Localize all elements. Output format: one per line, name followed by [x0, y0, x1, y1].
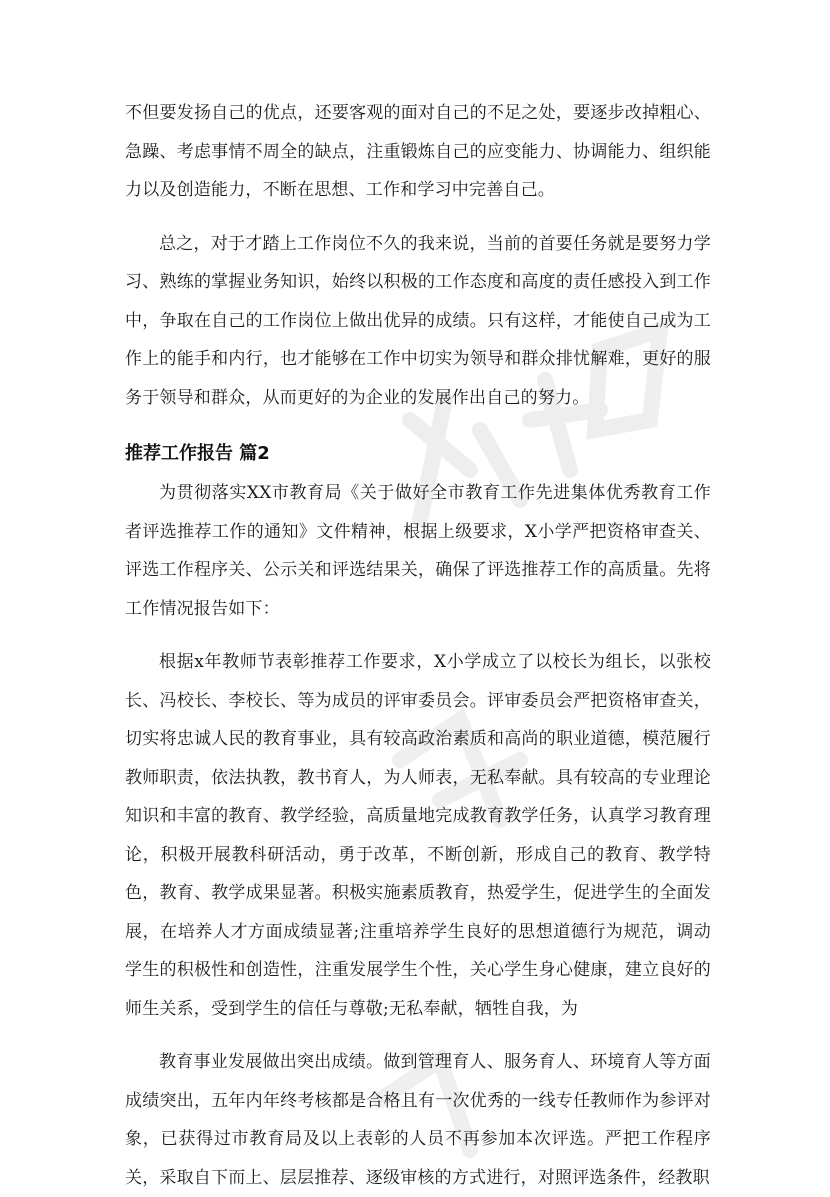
- paragraph-intro: 为贯彻落实XX市教育局《关于做好全市教育工作先进集体优秀教育工作者评选推荐工作的通知》文件精神，根据上级要求，X小学严把资格审查关、评选工作程序关、公示关和评选结果关，确保了评选推荐工作的高质量。先将工作情况报告如下：: [125, 483, 711, 619]
- document-body: [125, 94, 711, 1197]
- paragraph-achievements: 教育事业发展做出突出成绩。做到管理育人、服务育人、环境育人等方面成绩突出，五年内年终考核都是合格且有一次优秀的一线专任教师作为参评对象，已获得过市教育局及以上表彰的人员不再参加本次评选。严把工作程序关，采取自下而上、层层推荐、逐级审核的方式进行，对照评选条件，经教职: [125, 1052, 711, 1188]
- paragraph-committee: 根据x年教师节表彰推荐工作要求，X小学成立了以校长为组长，以张校长、冯校长、李校长、等为成员的评审委员会。评审委员会严把资格审查关，切实将忠诚人民的教育事业，具有较高政治素质和高尚的职业道德，模范履行教师职责，依法执教，教书育人，为人师表，无私奉献。具有较高的专业理论知识和丰富的教育、教学经验，高质量地完成教育教学任务，认真学习教育理论，积极开展教科研活动，勇于改革，不断创新，形成自己的教育、教学特色，教育、教学成果显著。积极实施素质教育，热爱学生，促进学生的全面发展，在培养人才方面成绩显著;注重培养学生良好的思想道德行为规范，调动学生的积极性和创造性，注重发展学生个性，关心学生身心健康，建立良好的师生关系，受到学生的信任与尊敬;无私奉献，牺牲自我，为: [125, 652, 711, 1019]
- paragraph-continuation: 不但要发扬自己的优点，还要客观的面对自己的不足之处，要逐步改掉粗心、急躁、考虑事情不周全的缺点，注重锻炼自己的应变能力、协调能力、组织能力以及创造能力，不断在思想、工作和学习中完善自己。: [125, 103, 711, 200]
- paragraph-conclusion: 总之，对于才踏上工作岗位不久的我来说，当前的首要任务就是要努力学习、熟练的掌握业务知识，始终以积极的工作态度和高度的责任感投入到工作中，争取在自己的工作岗位上做出优异的成绩。只有这样，才能使自己成为工作上的能手和内行，也才能够在工作中切实为领导和群众排忧解难，更好的服务于领导和群众，从而更好的为企业的发展作出自己的努力。: [125, 233, 711, 408]
- section-heading: 推荐工作报告 篇2: [125, 443, 270, 464]
